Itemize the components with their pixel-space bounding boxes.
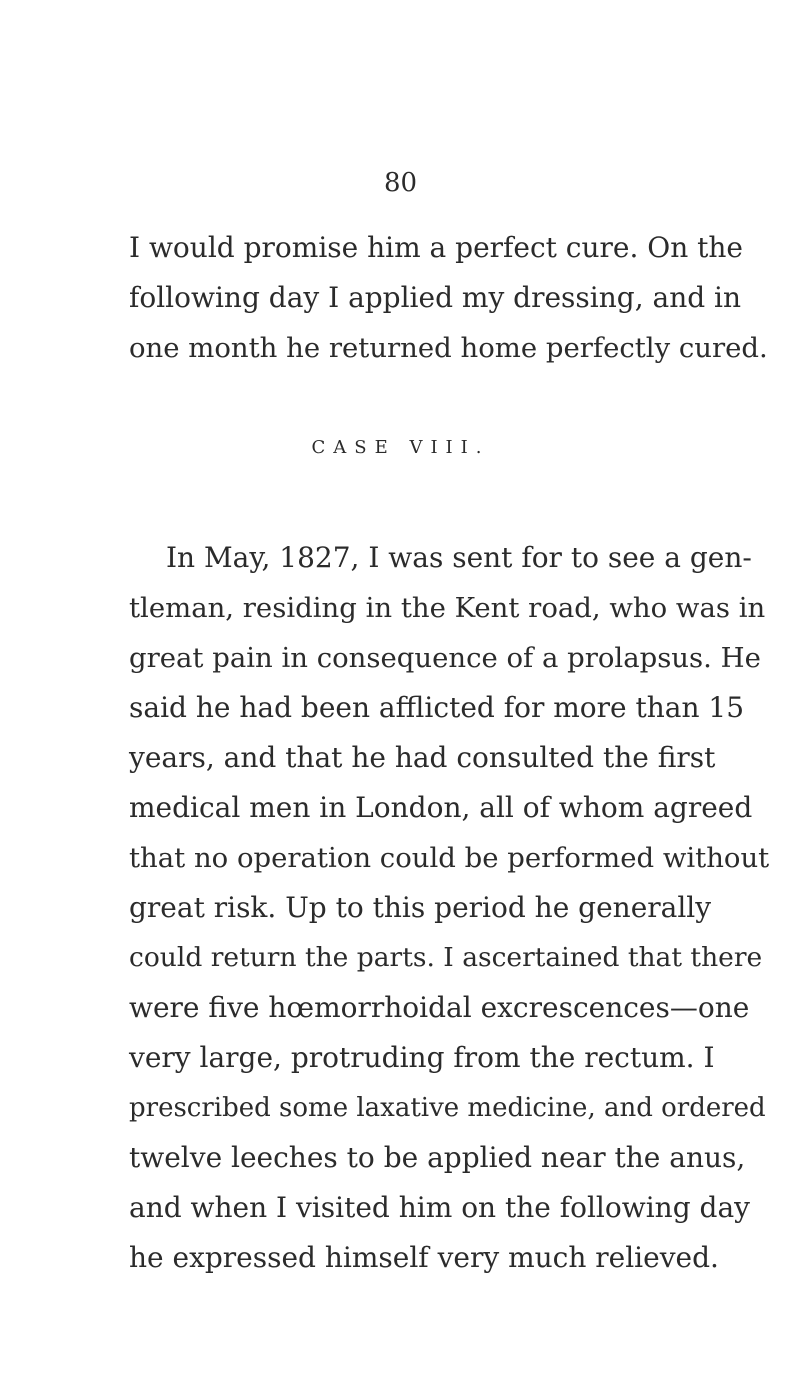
- case-heading: CASE VIII.: [311, 437, 490, 458]
- page-number: 80: [383, 168, 418, 198]
- book-page: 80 I would promise him a perfect cure. On the following day I applied my dressing, and in one month he returned home perfectly cured. CASE VIII. In May, 1827, I was sent for to see a gen- tleman, residing in the Kent road, who was in great pain in consequence of a prolapsus. He said he had been afflicted for more than 15 years, and that he had consulted the first medical men in London, all of whom agreed that no operation could be performed without great risk. Up to this period he generally could return the parts. I ascertained that there were five hœmorrhoidal excrescences—one very large, protruding from the rectum. I prescribed some laxative medicine, and ordered twelve leeches to be applied near the anus, and when I visited him on the following day he expressed himself very much relieved.: [0, 0, 801, 1376]
